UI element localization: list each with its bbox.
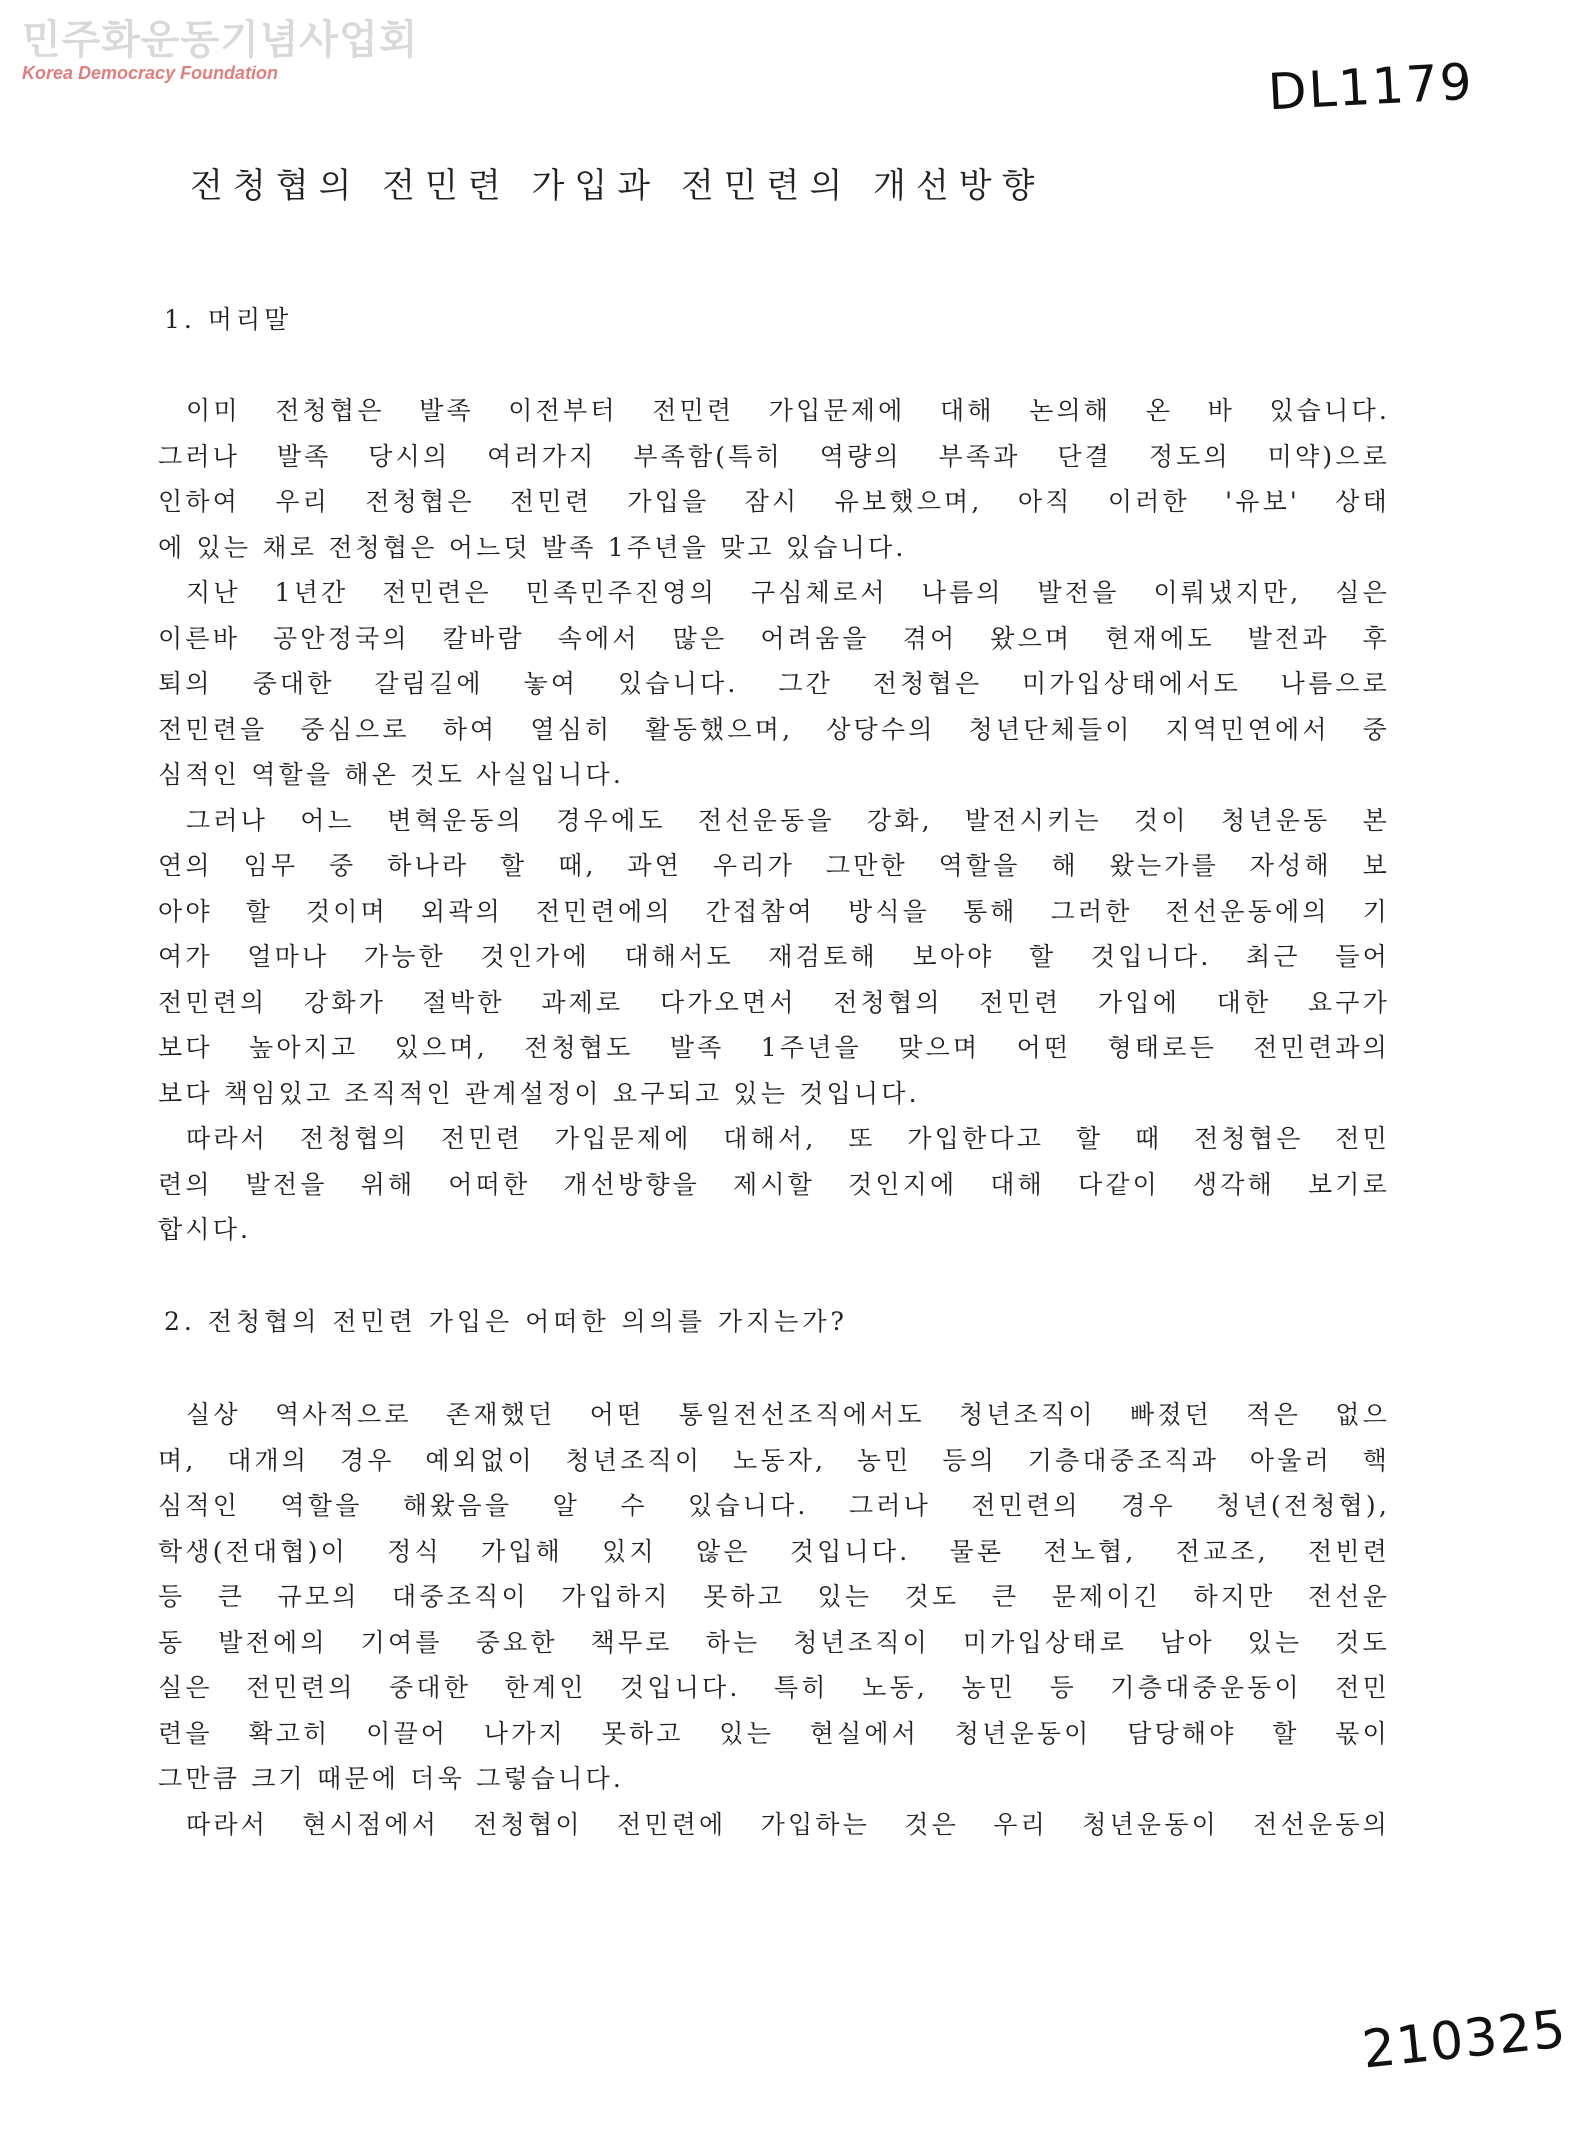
body-line: 따라서 현시점에서 전청협이 전민련에 가입하는 것은 우리 청년운동이 전선운동의 xyxy=(186,1809,1390,1839)
body-line: 연의 임무 중 하나라 할 때, 과연 우리가 그만한 역할을 해 왔는가를 자성해 보 xyxy=(158,851,1390,880)
watermark-english: Korea Democracy Foundation xyxy=(22,63,279,83)
section2-heading: 2. 전청협의 전민련 가입은 어떠한 의의를 가지는가? xyxy=(164,1307,848,1336)
body-line: 따라서 전청협의 전민련 가입문제에 대해서, 또 가입한다고 할 때 전청협은 전민 xyxy=(186,1124,1390,1153)
body-line: 이른바 공안정국의 칼바람 속에서 많은 어려움을 겪어 왔으며 현재에도 발전과 후 xyxy=(158,623,1390,653)
body-line: 합시다. xyxy=(158,1215,252,1244)
body-line: 학생(전대협)이 정식 가입해 있지 않은 것입니다. 물론 전노협, 전교조, 전빈련 xyxy=(158,1536,1390,1566)
body-line: 그만큼 크기 때문에 더욱 그렇습니다. xyxy=(158,1764,624,1793)
handwritten-archive-number: 210325 xyxy=(1359,1999,1569,2081)
body-line: 보다 책임있고 조직적인 관계설정이 요구되고 있는 것입니다. xyxy=(158,1078,920,1108)
section1-heading: 1. 머리말 xyxy=(164,305,293,334)
body-line: 심적인 역할을 해온 것도 사실입니다. xyxy=(158,760,624,789)
body-line: 그러나 어느 변혁운동의 경우에도 전선운동을 강화, 발전시키는 것이 청년운동 본 xyxy=(186,805,1390,835)
body-line: 이미 전청협은 발족 이전부터 전민련 가입문제에 대해 논의해 온 바 있습니다. xyxy=(186,396,1390,425)
body-line: 실상 역사적으로 존재했던 어떤 통일전선조직에서도 청년조직이 빠졌던 적은 없으 xyxy=(186,1400,1390,1429)
body-line: 동 발전에의 기여를 중요한 책무로 하는 청년조직이 미가입상태로 남아 있는 것도 xyxy=(158,1627,1390,1657)
section2-body xyxy=(158,1392,1390,1847)
body-line: 여가 얼마나 가능한 것인가에 대해서도 재검토해 보아야 할 것입니다. 최근 들어 xyxy=(158,942,1390,971)
body-line: 련의 발전을 위해 어떠한 개선방향을 제시할 것인지에 대해 다같이 생각해 보기로 xyxy=(158,1169,1390,1199)
body-line: 퇴의 중대한 갈림길에 놓여 있습니다. 그간 전청협은 미가입상태에서도 나름으로 xyxy=(158,669,1390,698)
document-id-handwritten: DL1179 xyxy=(1266,52,1475,122)
body-line: 며, 대개의 경우 예외없이 청년조직이 노동자, 농민 등의 기층대중조직과 아울러 핵 xyxy=(158,1445,1390,1475)
body-line: 련을 확고히 이끌어 나가지 못하고 있는 현실에서 청년운동이 담당해야 할 몫이 xyxy=(158,1718,1390,1748)
section1-body xyxy=(158,388,1390,1253)
body-line: 그러나 발족 당시의 여러가지 부족함(특히 역량의 부족과 단결 정도의 미약)으로 xyxy=(158,441,1390,471)
body-line: 실은 전민련의 중대한 한계인 것입니다. 특히 노동, 농민 등 기층대중운동이 전민 xyxy=(158,1673,1390,1702)
body-line: 보다 높아지고 있으며, 전청협도 발족 1주년을 맞으며 어떤 형태로든 전민련과의 xyxy=(158,1033,1390,1062)
body-line: 전민련을 중심으로 하여 열심히 활동했으며, 상당수의 청년단체들이 지역민연에서 중 xyxy=(158,714,1390,744)
watermark-korean: 민주화운동기념사업회 xyxy=(22,17,419,63)
body-line: 등 큰 규모의 대중조직이 가입하지 못하고 있는 것도 큰 문제이긴 하지만 전선운 xyxy=(158,1582,1390,1611)
body-line: 에 있는 채로 전청협은 어느덧 발족 1주년을 맞고 있습니다. xyxy=(158,532,907,562)
body-line: 아야 할 것이며 외곽의 전민련에의 간접참여 방식을 통해 그러한 전선운동에의 기 xyxy=(158,896,1390,926)
body-line: 심적인 역할을 해왔음을 알 수 있습니다. 그러나 전민련의 경우 청년(전청협), xyxy=(158,1491,1390,1520)
foundation-watermark xyxy=(22,18,418,84)
document-title: 전청협의 전민련 가입과 전민련의 개선방향 xyxy=(190,166,1045,206)
body-line: 인하여 우리 전청협은 전민련 가입을 잠시 유보했으며, 아직 이러한 '유보' 상태 xyxy=(158,487,1390,516)
body-line: 전민련의 강화가 절박한 과제로 다가오면서 전청협의 전민련 가입에 대한 요구가 xyxy=(158,987,1390,1017)
body-line: 지난 1년간 전민련은 민족민주진영의 구심체로서 나름의 발전을 이뤄냈지만, 실은 xyxy=(186,578,1390,607)
